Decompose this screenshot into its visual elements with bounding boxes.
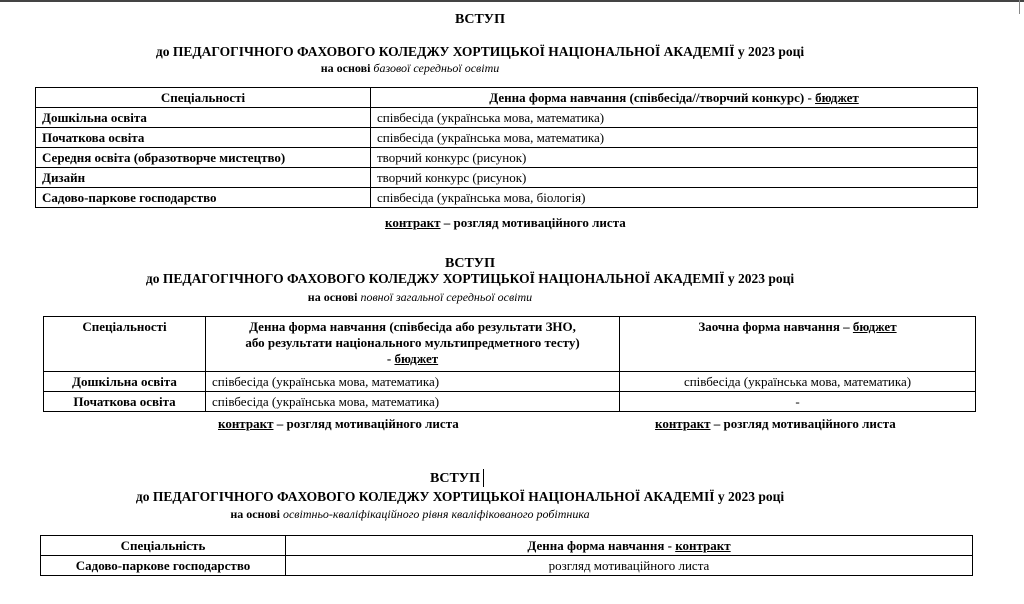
table-header-row xyxy=(41,536,973,556)
basis-italic: повної загальної середньої освіти xyxy=(360,290,533,304)
header-extramural-form: Заочна форма навчання – бюджет xyxy=(620,317,976,372)
table-row xyxy=(36,108,978,128)
section2-basis: на основі повної загальної середньої освіти xyxy=(307,290,533,304)
extramural-exam-cell: - xyxy=(620,392,976,412)
exam-cell: співбесіда (українська мова, математика) xyxy=(371,108,978,128)
table-row xyxy=(36,128,978,148)
section3-heading: ВСТУП xyxy=(430,471,480,486)
specialty-cell: Початкова освіта xyxy=(44,392,206,412)
basis-prefix: на основі xyxy=(320,61,374,75)
day-form-line1: Денна форма навчання (співбесіда або результати ЗНО, xyxy=(249,319,576,334)
contract-word: контракт xyxy=(655,416,711,431)
table-header-row xyxy=(36,88,978,108)
specialty-cell: Садово-паркове господарство xyxy=(36,188,371,208)
section1-basis xyxy=(230,61,590,76)
budget-label: бюджет xyxy=(852,319,897,334)
contract-label: контракт xyxy=(675,537,731,553)
contract-word: контракт xyxy=(385,215,441,230)
section3-institution: до ПЕДАГОГІЧНОГО ФАХОВОГО КОЛЕДЖУ ХОРТИЦЬКОЇ НАЦІОНАЛЬНОЇ АКАДЕМІЇ у 2023 році xyxy=(135,489,785,504)
day-form-line2: або результати національного мультипредметного тесту) xyxy=(245,335,580,350)
basis-italic: базової середньої освіти xyxy=(373,61,500,75)
contract-word: контракт xyxy=(218,416,274,431)
specialty-cell: Садово-паркове господарство xyxy=(41,556,286,576)
section1-table xyxy=(35,87,978,208)
table-header-row xyxy=(44,317,976,372)
header-specialties: Спеціальності xyxy=(36,88,371,108)
section1-institution: до ПЕДАГОГІЧНОГО ФАХОВОГО КОЛЕДЖУ ХОРТИЦЬКОЇ НАЦІОНАЛЬНОЇ АКАДЕМІЇ у 2023 році xyxy=(155,44,805,59)
day-exam-cell: співбесіда (українська мова, математика) xyxy=(206,392,620,412)
section1-contract-note: контракт – розгляд мотиваційного листа xyxy=(385,215,626,230)
section2-heading: ВСТУП xyxy=(445,256,495,271)
top-border-line xyxy=(0,0,1024,2)
specialty-cell: Дошкільна освіта xyxy=(44,372,206,392)
basis-italic: освітньо-кваліфікаційного рівня кваліфікованого робітника xyxy=(282,507,590,521)
header-specialty: Спеціальність xyxy=(41,536,286,556)
exam-cell: творчий конкурс (рисунок) xyxy=(371,148,978,168)
section2-institution: до ПЕДАГОГІЧНОГО ФАХОВОГО КОЛЕДЖУ ХОРТИЦЬКОЇ НАЦІОНАЛЬНОЇ АКАДЕМІЇ у 2023 році xyxy=(145,271,795,286)
table-row xyxy=(44,392,976,412)
table-row xyxy=(41,556,973,576)
scrollbar-edge xyxy=(1019,0,1020,14)
day-exam-cell: співбесіда (українська мова, математика) xyxy=(206,372,620,392)
text-cursor xyxy=(483,469,484,487)
specialty-cell: Дошкільна освіта xyxy=(36,108,371,128)
section1-heading: ВСТУП xyxy=(455,12,505,27)
extramural-exam-cell: співбесіда (українська мова, математика) xyxy=(620,372,976,392)
section2-contract-note: контракт – розгляд мотиваційного листа xyxy=(218,416,459,431)
table-row xyxy=(36,168,978,188)
header-day-form: Денна форма навчання - контракт xyxy=(286,536,973,556)
header-specialties: Спеціальності xyxy=(44,317,206,372)
budget-label: бюджет xyxy=(394,351,439,366)
section3-table xyxy=(40,535,973,576)
budget-label: бюджет xyxy=(815,89,859,105)
exam-cell: співбесіда (українська мова, математика) xyxy=(371,128,978,148)
table-row xyxy=(36,188,978,208)
section2-contract-note-extramural: контракт – розгляд мотиваційного листа xyxy=(655,416,896,431)
exam-cell: співбесіда (українська мова, біологія) xyxy=(371,188,978,208)
specialty-cell: Дизайн xyxy=(36,168,371,188)
specialty-cell: Початкова освіта xyxy=(36,128,371,148)
specialty-cell: Середня освіта (образотворче мистецтво) xyxy=(36,148,371,168)
section3-basis: на основі освітньо-кваліфікаційного рівня кваліфікованого робітника xyxy=(230,507,590,521)
exam-cell: творчий конкурс (рисунок) xyxy=(371,168,978,188)
table-row xyxy=(36,148,978,168)
table-row xyxy=(44,372,976,392)
header-day-form: Денна форма навчання (співбесіда або результати ЗНО, або результати національного мультипредметного тесту) - бюджет xyxy=(206,317,620,372)
section2-table xyxy=(43,316,976,412)
day-exam-cell: розгляд мотиваційного листа xyxy=(286,556,973,576)
header-day-form: Денна форма навчання (співбесіда//творчий конкурс) - бюджет xyxy=(371,88,978,108)
